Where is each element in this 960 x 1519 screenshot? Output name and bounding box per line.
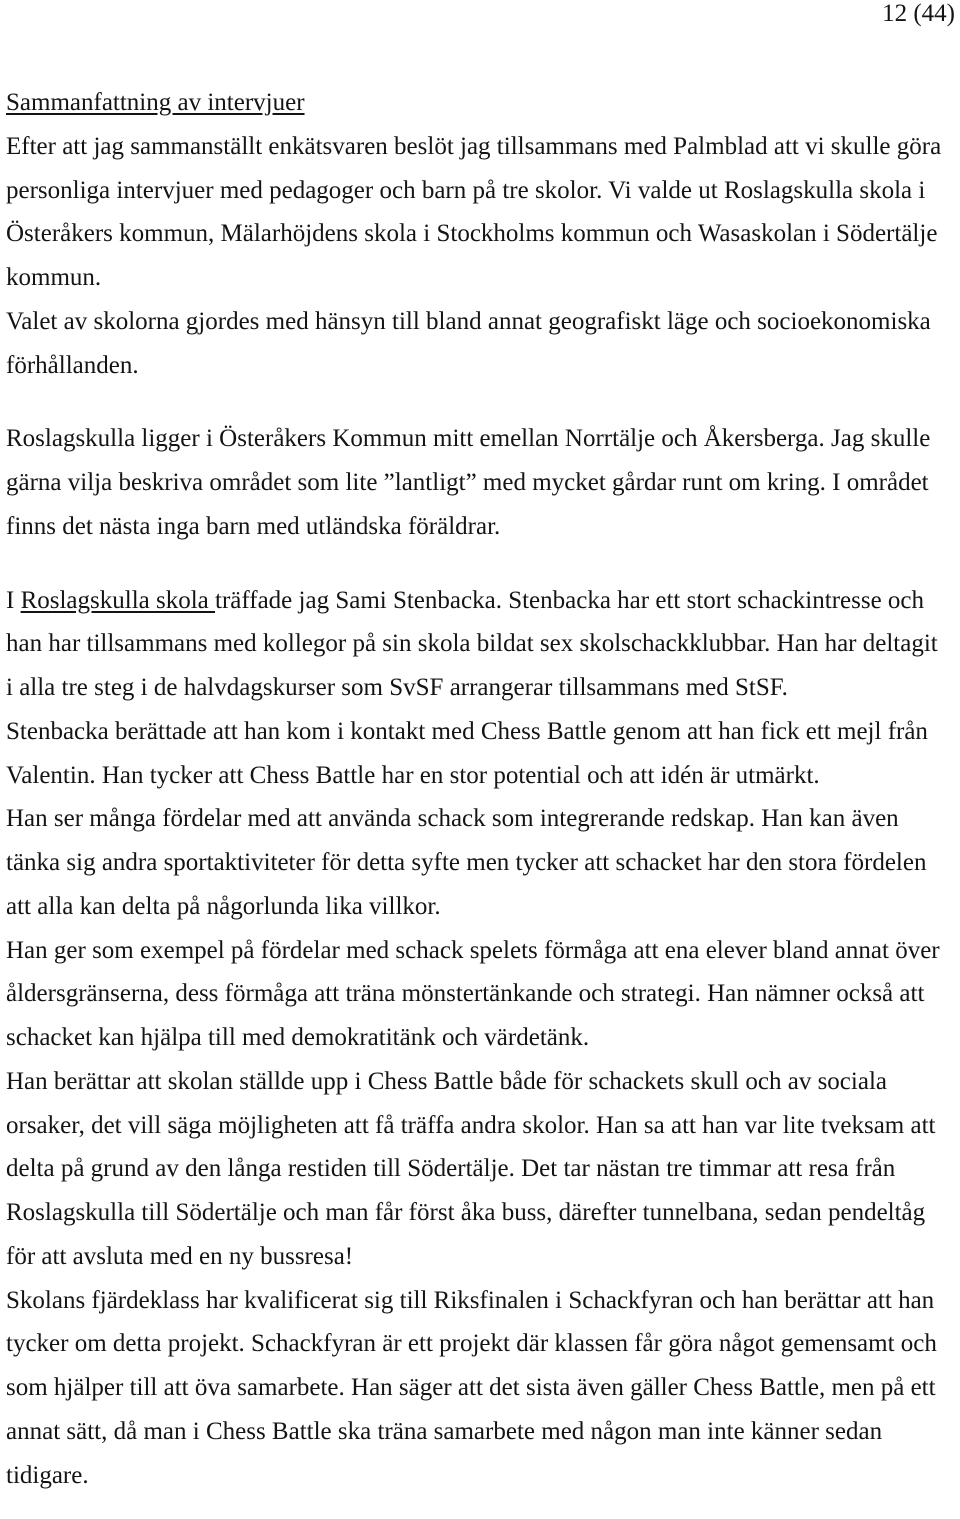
text-line: förhållanden. (6, 351, 139, 379)
text-line: delta på grund av den långa restiden till Södertälje. Det tar nästan tre timmar att resa från (6, 1155, 896, 1183)
text-line: för att avsluta med en ny bussresa! (6, 1242, 354, 1270)
text-line: Valet av skolorna gjordes med hänsyn till bland annat geografiskt läge och socioekonomiska (6, 307, 931, 335)
document-body (6, 88, 954, 1491)
text-line: Efter att jag sammanställt enkätsvaren beslöt jag tillsammans med Palmblad att vi skulle göra (6, 132, 942, 160)
paragraph-school-selection (6, 307, 954, 381)
text-segment: I (6, 586, 21, 614)
text-line: han har tillsammans med kollegor på sin skola bildat sex skolschackklubbar. Han har deltagit (6, 630, 938, 658)
text-line: tycker om detta projekt. Schackfyran är ett projekt där klassen får göra något gemensamt och (6, 1330, 937, 1358)
text-line: Stenbacka berättade att han kom i kontakt med Chess Battle genom att han fick ett mejl från (6, 717, 928, 745)
section-heading-text: Sammanfattning av intervjuer (6, 89, 305, 116)
text-line: orsaker, det vill säga möjligheten att få träffa andra skolor. Han sa att han var lite tveksam att (6, 1111, 936, 1139)
text-line: Valentin. Han tycker att Chess Battle har en stor potential och att idén är utmärkt. (6, 761, 820, 789)
text-line: Roslagskulla till Södertälje och man får först åka buss, därefter tunnelbana, sedan pendeltåg (6, 1199, 926, 1226)
paragraph-chess-battle-contact (6, 717, 954, 791)
text-line: Roslagskulla ligger i Österåkers Kommun mitt emellan Norrtälje och Åkersberga. Jag skulle (6, 425, 931, 453)
text-line: tänka sig andra sportaktiviteter för detta syfte men tycker att schacket har den stora fördelen (6, 849, 927, 876)
paragraph-advantages (6, 804, 954, 922)
text-line: som hjälper till att öva samarbete. Han säger att det sista även gäller Chess Battle, men på ett (6, 1374, 936, 1401)
text-line: annat sätt, då man i Chess Battle ska träna samarbete med någon man inte känner sedan (6, 1417, 883, 1445)
text-line: Österåkers kommun, Mälarhöjdens skola i Stockholms kommun och Wasaskolan i Södertälje (6, 220, 938, 248)
paragraph-intro (6, 132, 954, 293)
text-line: personliga intervjuer med pedagoger och barn på tre skolor. Vi valde ut Roslagskulla skola i (6, 176, 926, 204)
text-segment: träffade jag Sami Stenbacka. Stenbacka har ett stort schackintresse och (215, 586, 925, 614)
text-line: åldersgränserna, dess förmåga att träna mönstertänkande och strategi. Han nämner också att (6, 980, 925, 1008)
text-line: schacket kan hjälpa till med demokratitänk och värdetänk. (6, 1024, 590, 1051)
underlined-school-name: Roslagskulla skola (20, 586, 216, 614)
text-line: Han berättar att skolan ställde upp i Chess Battle både för schackets skull och av sociala (6, 1067, 887, 1095)
paragraph-examples (6, 936, 954, 1054)
text-line: Skolans fjärdeklass har kvalificerat sig till Riksfinalen i Schackfyran och han berättar att han (6, 1286, 935, 1314)
section-heading (6, 88, 954, 118)
text-line: Han ger som exempel på fördelar med schack spelets förmåga att ena elever bland annat över (6, 936, 940, 964)
text-line: i alla tre steg i de halvdagskurser som SvSF arrangerar tillsammans med StSF. (6, 674, 788, 701)
text-line: Han ser många fördelar med att använda schack som integrerande redskap. Han kan även (6, 805, 899, 833)
page-number: 12 (44) (882, 0, 955, 27)
text-line: att alla kan delta på någorlunda lika villkor. (6, 892, 441, 920)
text-line: gärna vilja beskriva området som lite ”lantligt” med mycket gårdar runt om kring. I området (6, 469, 929, 496)
text-line: kommun. (6, 264, 102, 291)
paragraph-participation (6, 1067, 954, 1272)
paragraph-roslagskulla-area (6, 424, 954, 542)
paragraph-schackfyran (6, 1286, 954, 1491)
paragraph-stenbacka-intro (6, 586, 954, 704)
text-line: tidigare. (6, 1461, 89, 1489)
text-line (6, 586, 954, 616)
text-line: finns det nästa inga barn med utländska föräldrar. (6, 512, 501, 540)
